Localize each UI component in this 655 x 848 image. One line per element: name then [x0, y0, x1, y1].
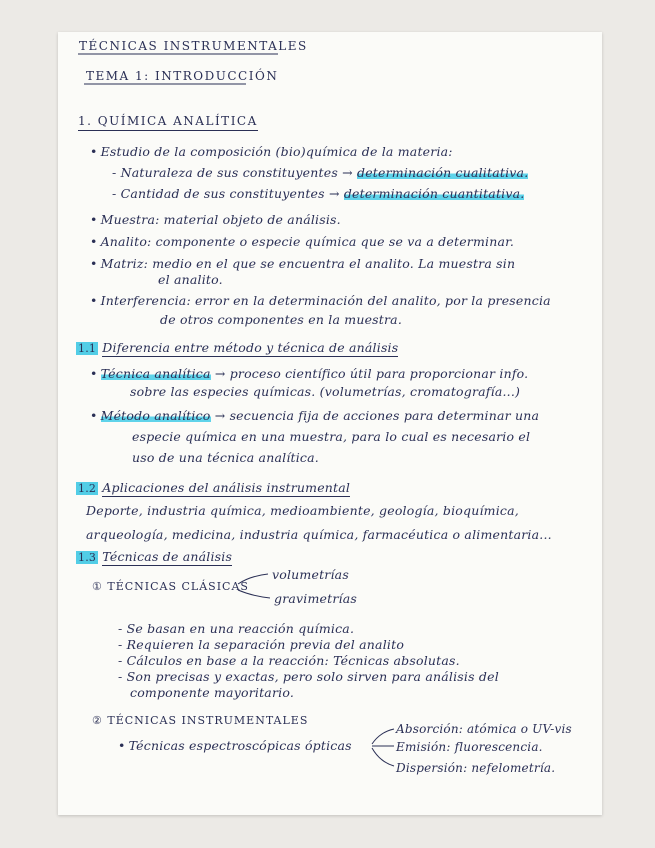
emision-label: Emisión: fluorescencia. — [396, 740, 543, 754]
arrow-absorcion — [372, 729, 394, 744]
bullet-analito: • Analito: componente o especie química que se va a determinar. — [90, 234, 515, 249]
section-1-heading: 1. QUÍMICA ANALÍTICA — [78, 113, 258, 131]
section-1-2-heading: 1.2 Aplicaciones del análisis instrumental — [78, 480, 351, 495]
clasicas-item-4: - Son precisas y exactas, pero solo sirven para análisis del — [118, 669, 499, 684]
bullet-tecnica-analitica: • Técnica analítica → proceso científico útil para proporcionar info. — [90, 366, 529, 381]
section-1-3-heading: 1.3 Técnicas de análisis — [78, 549, 233, 564]
bullet-matriz-cont: el analito. — [158, 272, 223, 287]
bullet-interferencia: • Interferencia: error en la determinación del analito, por la presencia — [90, 293, 551, 308]
tecnicas-clasicas-label: ① TÉCNICAS CLÁSICAS — [92, 580, 249, 593]
line-naturaleza: - Naturaleza de sus constituyentes → determinación cualitativa. — [112, 165, 529, 180]
arrow-dispersion — [372, 748, 394, 766]
bullet-matriz: • Matriz: medio en el que se encuentra el analito. La muestra sin — [90, 256, 516, 271]
metodo-cont-1: especie química en una muestra, para lo cual es necesario el — [132, 429, 531, 444]
notes-title: TÉCNICAS INSTRUMENTALES — [79, 39, 308, 53]
bullet-metodo-analitico: • Método analítico → secuencia fija de acciones para determinar una — [90, 408, 540, 423]
clasicas-item-2: - Requieren la separación previa del analito — [118, 637, 405, 652]
tecnica-cont: sobre las especies químicas. (volumetrías, cromatografía...) — [130, 384, 521, 399]
metodo-cont-2: uso de una técnica analítica. — [132, 450, 319, 465]
tecnicas-instrumentales-label: ② TÉCNICAS INSTRUMENTALES — [92, 714, 309, 727]
line-cantidad: - Cantidad de sus constituyentes → determinación cuantitativa. — [112, 186, 525, 201]
bullet-estudio: • Estudio de la composición (bio)química de la materia: — [90, 144, 453, 159]
bullet-interferencia-cont: de otros componentes en la muestra. — [160, 312, 403, 327]
clasicas-item-3: - Cálculos en base a la reacción: Técnicas absolutas. — [118, 653, 460, 668]
volumetrias-label: volumetrías — [272, 567, 349, 582]
clasicas-item-1: - Se basan en una reacción química. — [118, 621, 355, 636]
absorcion-label: Absorción: atómica o UV-vis — [396, 722, 572, 736]
section-1-1-heading: 1.1 Diferencia entre método y técnica de análisis — [78, 340, 399, 355]
aplicaciones-line-2: arqueología, medicina, industria química, farmacéutica o alimentaria... — [86, 527, 552, 542]
clasicas-item-4-cont: componente mayoritario. — [130, 685, 294, 700]
aplicaciones-line-1: Deporte, industria química, medioambiente, geología, bioquímica, — [86, 503, 519, 518]
topic-title: TEMA 1: INTRODUCCIÓN — [86, 69, 279, 83]
bullet-espectroscopicas: • Técnicas espectroscópicas ópticas — [118, 738, 352, 753]
dispersion-label: Dispersión: nefelometría. — [396, 761, 556, 775]
bullet-muestra: • Muestra: material objeto de análisis. — [90, 212, 341, 227]
gravimetrias-label: gravimetrías — [274, 591, 358, 606]
